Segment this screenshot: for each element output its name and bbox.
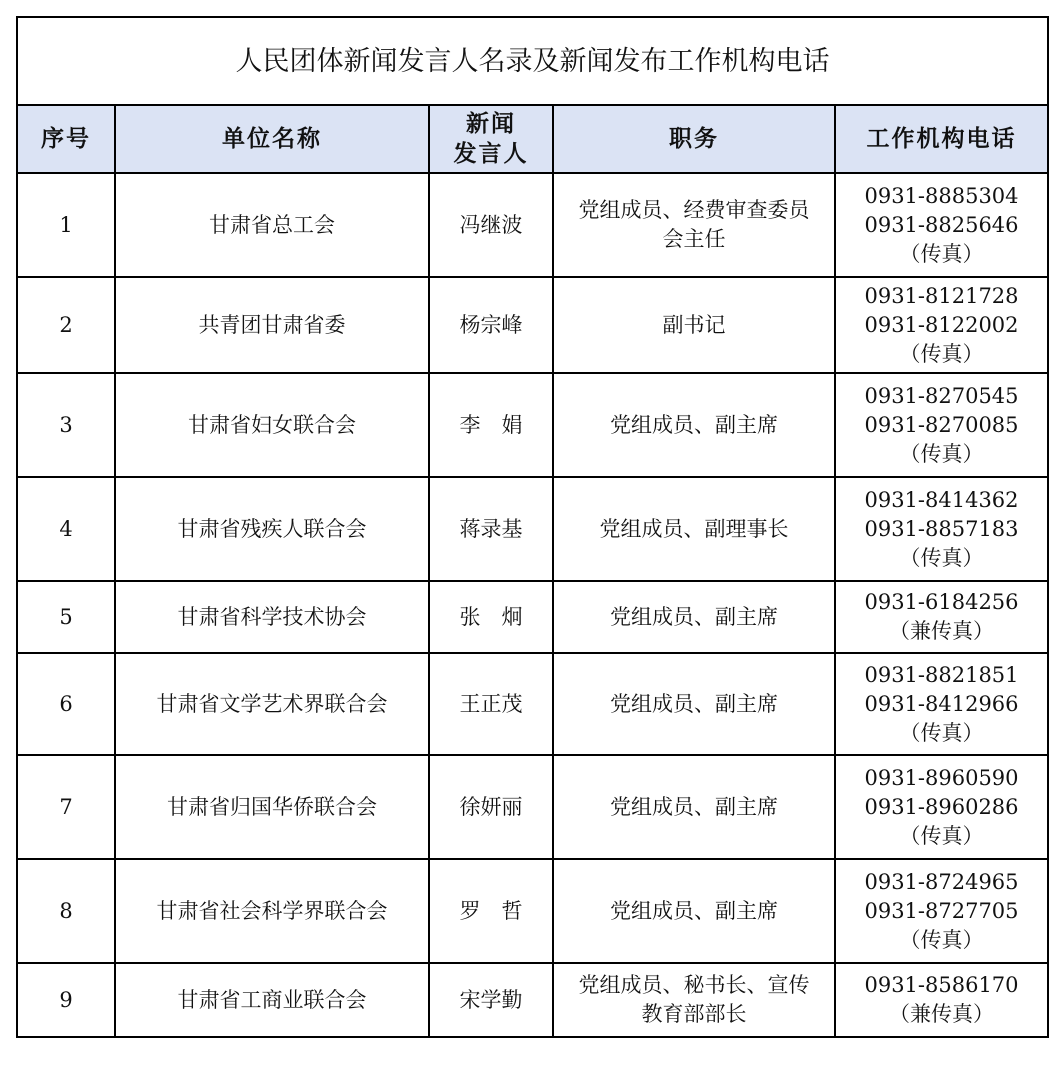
- unit-name: 甘肃省工商业联合会: [115, 963, 429, 1037]
- spokesperson-name: 蒋录基: [429, 477, 553, 581]
- position: [553, 653, 835, 755]
- phone-numbers: [835, 373, 1048, 477]
- table-row: [17, 477, 1048, 581]
- phone-line: 0931-8270545: [864, 383, 1019, 408]
- phone-line: （传真）: [899, 927, 984, 952]
- phone-line: 0931-8414362: [864, 487, 1019, 512]
- spokesperson-name: 宋学勤: [429, 963, 553, 1037]
- phone-line: 0931-8724965: [864, 869, 1019, 894]
- unit-name: 甘肃省社会科学界联合会: [115, 859, 429, 963]
- position-line: 教育部部长: [641, 1002, 747, 1026]
- row-index: 8: [17, 859, 115, 963]
- phone-line: 0931-8586170: [864, 973, 1019, 997]
- unit-name: 甘肃省归国华侨联合会: [115, 755, 429, 859]
- position: [553, 581, 835, 653]
- phone-numbers: [835, 963, 1048, 1037]
- position-line: 党组成员、副主席: [610, 898, 778, 923]
- spokesperson-name: 冯继波: [429, 173, 553, 277]
- spokesperson-name: 张 炯: [429, 581, 553, 653]
- phone-line: （传真）: [899, 441, 984, 466]
- phone-line: 0931-8825646: [864, 212, 1019, 237]
- phone-line: 0931-8121728: [864, 283, 1019, 308]
- row-index: 4: [17, 477, 115, 581]
- table-row: [17, 173, 1048, 277]
- phone-line: 0931-8727705: [864, 898, 1019, 923]
- position-line: 党组成员、副理事长: [599, 516, 789, 541]
- phone-line: 0931-8270085: [864, 412, 1019, 437]
- position-line: 副书记: [662, 312, 726, 337]
- table-row: [17, 755, 1048, 859]
- position-line: 党组成员、副主席: [610, 412, 778, 437]
- phone-numbers: [835, 173, 1048, 277]
- position: [553, 963, 835, 1037]
- position: [553, 277, 835, 373]
- phone-line: （传真）: [899, 720, 984, 745]
- phone-line: （传真）: [899, 545, 984, 570]
- spokesperson-name: 徐妍丽: [429, 755, 553, 859]
- header-spokesperson-line1: 新闻: [466, 111, 516, 137]
- position-line: 党组成员、副主席: [610, 794, 778, 819]
- position-line: 会主任: [662, 227, 726, 251]
- header-phone: 工作机构电话: [835, 105, 1048, 173]
- phone-numbers: [835, 477, 1048, 581]
- phone-line: 0931-8857183: [864, 516, 1019, 541]
- spokesperson-name: 李 娟: [429, 373, 553, 477]
- row-index: 1: [17, 173, 115, 277]
- table-row: [17, 963, 1048, 1037]
- phone-line: 0931-8960590: [864, 765, 1019, 790]
- row-index: 9: [17, 963, 115, 1037]
- phone-numbers: [835, 755, 1048, 859]
- table-row: [17, 373, 1048, 477]
- table-row: [17, 859, 1048, 963]
- phone-line: 0931-8960286: [864, 794, 1019, 819]
- position-line: 党组成员、副主席: [610, 604, 778, 629]
- phone-numbers: [835, 581, 1048, 653]
- header-position: 职务: [553, 105, 835, 173]
- row-index: 5: [17, 581, 115, 653]
- unit-name: 共青团甘肃省委: [115, 277, 429, 373]
- table-row: [17, 653, 1048, 755]
- phone-line: （兼传真）: [889, 619, 994, 643]
- header-index: 序号: [17, 105, 115, 173]
- spokesperson-name: 罗 哲: [429, 859, 553, 963]
- row-index: 6: [17, 653, 115, 755]
- position: [553, 755, 835, 859]
- unit-name: 甘肃省文学艺术界联合会: [115, 653, 429, 755]
- phone-numbers: [835, 859, 1048, 963]
- header-spokesperson-line2: 发言人: [453, 141, 529, 167]
- phone-line: 0931-8821851: [864, 662, 1019, 687]
- table-title: 人民团体新闻发言人名录及新闻发布工作机构电话: [17, 17, 1048, 105]
- spokesperson-name: 杨宗峰: [429, 277, 553, 373]
- header-unit: 单位名称: [115, 105, 429, 173]
- position: [553, 173, 835, 277]
- unit-name: 甘肃省科学技术协会: [115, 581, 429, 653]
- unit-name: 甘肃省总工会: [115, 173, 429, 277]
- position-line: 党组成员、经费审查委员: [578, 198, 810, 222]
- phone-line: 0931-8885304: [864, 183, 1019, 208]
- table-row: [17, 277, 1048, 373]
- row-index: 7: [17, 755, 115, 859]
- spokesperson-name: 王正茂: [429, 653, 553, 755]
- spokesperson-directory-table: [16, 16, 1049, 1038]
- phone-line: （兼传真）: [889, 1002, 994, 1026]
- header-spokesperson: [429, 105, 553, 173]
- phone-line: （传真）: [899, 341, 984, 366]
- position: [553, 477, 835, 581]
- phone-line: 0931-6184256: [864, 590, 1019, 614]
- unit-name: 甘肃省残疾人联合会: [115, 477, 429, 581]
- row-index: 3: [17, 373, 115, 477]
- unit-name: 甘肃省妇女联合会: [115, 373, 429, 477]
- position: [553, 373, 835, 477]
- phone-line: 0931-8412966: [864, 691, 1019, 716]
- phone-line: 0931-8122002: [864, 312, 1019, 337]
- phone-numbers: [835, 653, 1048, 755]
- position: [553, 859, 835, 963]
- row-index: 2: [17, 277, 115, 373]
- position-line: 党组成员、副主席: [610, 691, 778, 716]
- header-row: [17, 105, 1048, 173]
- phone-numbers: [835, 277, 1048, 373]
- position-line: 党组成员、秘书长、宣传: [578, 973, 810, 997]
- phone-line: （传真）: [899, 241, 984, 266]
- table-row: [17, 581, 1048, 653]
- phone-line: （传真）: [899, 823, 984, 848]
